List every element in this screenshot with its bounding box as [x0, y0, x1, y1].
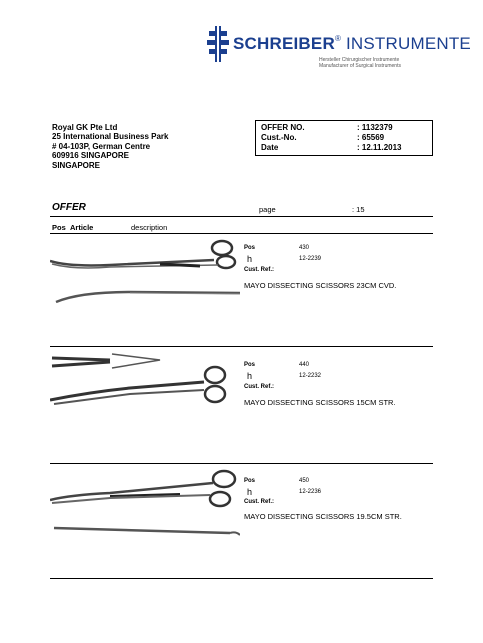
col-header-pos: Pos	[52, 223, 66, 232]
logo-tagline	[319, 57, 401, 69]
item-description: MAYO DISSECTING SCISSORS 23CM CVD.	[244, 281, 397, 290]
item-description: MAYO DISSECTING SCISSORS 15CM STR.	[244, 398, 396, 407]
hook-icon: h	[247, 487, 253, 497]
address-line: 25 International Business Park	[52, 132, 169, 142]
mayo-scissors-curved-image	[50, 237, 240, 307]
divider	[50, 233, 433, 234]
divider	[50, 216, 433, 217]
logo-suffix: INSTRUMENTE	[345, 34, 471, 53]
date-value: : 12.11.2013	[357, 143, 402, 152]
page-number: : 15	[352, 205, 365, 214]
address-line: # 04-103P, German Centre	[52, 141, 151, 151]
cust-no-label: Cust.-No.	[261, 133, 297, 142]
item-cust-ref-label: Cust. Ref.:	[244, 267, 274, 273]
logo-registered: ®	[334, 34, 342, 43]
item-article-number: 12-2236	[299, 489, 322, 495]
hook-icon: h	[247, 371, 253, 381]
recipient-address	[52, 123, 169, 170]
divider	[50, 463, 433, 464]
item-cust-ref-label: Cust. Ref.:	[244, 384, 274, 390]
item-description: MAYO DISSECTING SCISSORS 19.5CM STR.	[244, 512, 402, 521]
logo-wordmark	[233, 34, 471, 54]
address-line: 609916 SINGAPORE	[52, 151, 129, 161]
offer-title: OFFER	[52, 202, 86, 213]
page-label: page	[259, 205, 276, 214]
divider	[50, 346, 433, 347]
mayo-scissors-straight-small-image	[50, 352, 240, 412]
item-pos-label: Pos	[244, 245, 256, 251]
item-article-number: 12-2232	[299, 373, 322, 379]
item-pos-number: 450	[299, 478, 310, 484]
offer-no-value: : 1132379	[357, 123, 393, 132]
col-header-description: description	[131, 223, 168, 232]
address-line: Royal GK Pte Ltd	[52, 123, 118, 132]
item-cust-ref-label: Cust. Ref.:	[244, 499, 274, 505]
item-pos-number: 430	[299, 245, 310, 251]
item-pos-number: 440	[299, 362, 310, 368]
address-line: SINGAPORE	[52, 160, 101, 170]
item-pos-label: Pos	[244, 478, 256, 484]
mayo-scissors-straight-long-image	[50, 465, 240, 545]
schreiber-logo-icon	[207, 26, 229, 62]
cust-no-value: : 65569	[357, 133, 385, 142]
offer-no-label: OFFER NO.	[261, 123, 305, 132]
col-header-article: Article	[70, 223, 94, 232]
date-label: Date	[261, 143, 279, 152]
logo-tagline-en: Manufacturer of Surgical Instruments	[319, 63, 401, 69]
logo-tagline-de: Hersteller Chirurgischer Instrumente	[319, 57, 400, 63]
hook-icon: h	[247, 254, 253, 264]
divider	[50, 578, 433, 579]
item-pos-label: Pos	[244, 362, 256, 368]
logo-brand: SCHREIBER	[233, 34, 335, 53]
item-article-number: 12-2239	[299, 256, 322, 262]
offer-info-box	[255, 120, 433, 156]
